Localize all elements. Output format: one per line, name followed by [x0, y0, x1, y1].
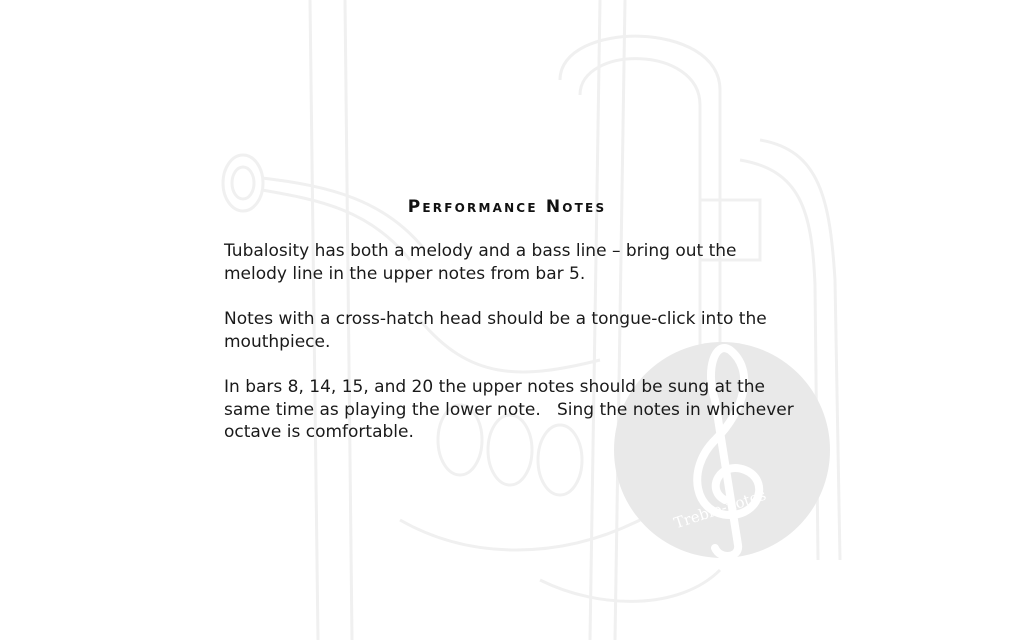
- page-title: Performance Notes: [407, 197, 607, 217]
- paragraph-melody: Tubalosity has both a melody and a bass line – bring out the melody line in the upper notes from bar 5.: [224, 241, 742, 284]
- performance-notes-body: [224, 240, 804, 467]
- logo-text: Treble-notes: [671, 485, 769, 533]
- paragraph-cross-hatch: Notes with a cross-hatch head should be a tongue-click into the mouthpiece.: [224, 309, 773, 352]
- paragraph-singing: In bars 8, 14, 15, and 20 the upper notes should be sung at the same time as playing the lower note. Sing the notes in whichever octave is comfortable.: [224, 377, 800, 442]
